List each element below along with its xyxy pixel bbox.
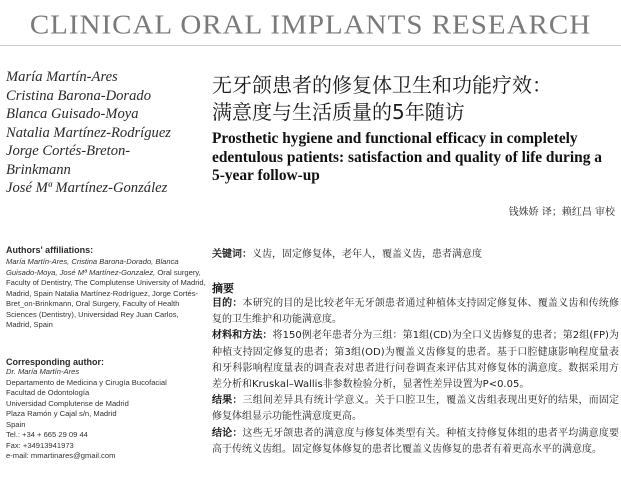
author-name: Natalia Martínez-Rodríguez: [6, 124, 171, 141]
chinese-title-line: 无牙颌患者的修复体卫生和功能疗效：: [212, 73, 552, 97]
section-label: 结论：: [212, 427, 243, 439]
corr-phone: Tel.: +34 + 665 29 09 44: [6, 430, 88, 439]
author-name: Cristina Barona-Dorado: [6, 87, 152, 104]
corr-line: Plaza Ramón y Cajal s/n, Madrid: [6, 409, 117, 418]
chinese-title: [212, 72, 617, 126]
corresponding-author-heading: Corresponding author:: [6, 357, 104, 367]
keywords-label: 关键词：: [212, 249, 252, 260]
section-text: 三组间差异具有统计学意义。关于口腔卫生，覆盖义齿组表现出更好的结果，而固定修复体组显示功能性满意度更高。: [212, 395, 620, 423]
affiliation-names: María Martín-Ares, Cristina Barona-Dorado, Blanca Guisado-Moya, José Mª Martínez-Gonzalez,: [6, 257, 179, 277]
section-label: 结果：: [212, 395, 243, 407]
corr-line: Facultad de Odontología: [6, 388, 90, 397]
author-name: Brinkmann: [6, 161, 71, 178]
affiliations-heading: Authors' affiliations:: [6, 245, 94, 255]
corr-fax: Fax: +34913941973: [6, 440, 74, 450]
corr-line: Dr. María Martín-Ares: [6, 367, 80, 376]
abstract-body: [212, 296, 619, 458]
chinese-title-line: 满意度与生活质量的5年随访: [212, 100, 465, 124]
section-label: 材料和方法：: [212, 330, 273, 342]
journal-title: CLINICAL ORAL IMPLANTS RESEARCH: [29, 9, 592, 41]
keywords-text: 义齿，固定修复体，老年人，覆盖义齿，患者满意度: [252, 249, 482, 260]
abstract-conclusion: [212, 426, 619, 458]
author-list: [6, 68, 194, 198]
abstract-results: [212, 393, 619, 425]
section-text: 这些无牙颌患者的满意度与修复体类型有关。种植支持修复体组的患者平均满意度要高于传统义齿组。固定修复体修复的患者比覆盖义齿修复的患者有着更高水平的满意度。: [212, 427, 620, 455]
affiliations-text: [6, 257, 206, 331]
journal-header: [0, 0, 621, 46]
translator-credit: 钱姝娇 译；赖红昌 审校: [508, 207, 615, 218]
abstract-methods: [212, 328, 619, 393]
section-label: 目的：: [212, 298, 243, 309]
section-text: 将150例老年患者分为三组：第1组(CD)为全口义齿修复的患者；第2组(FP)为种植支持固定修复的患者；第3组(OD)为覆盖义齿修复的患者。基于口腔健康影响程度量表和牙科影响程度量表的调查表对患者进行问卷调查来评估其对修复体的满意度。数据采用方差分析和Kruskal–Wallis非参数检验分析，显著性差异设置为P<0.05。: [212, 330, 620, 391]
author-name: José Mª Martínez-González: [6, 180, 168, 196]
keywords: [212, 245, 617, 260]
corr-line: Departamento de Medicina y Cirugía Bucofacial: [6, 377, 167, 387]
corr-email: e-mail: mmartinares@gmail.com: [6, 451, 116, 460]
abstract-objective: [212, 296, 619, 328]
corr-line: Spain: [6, 419, 26, 429]
author-name: María Martín-Ares: [6, 69, 118, 85]
corr-line: Universidad Complutense de Madrid: [6, 398, 129, 408]
author-name: Blanca Guisado-Moya: [6, 106, 139, 122]
abstract-heading: 摘要: [212, 282, 234, 295]
affiliation-details: Oral surgery, Faculty of Dentistry, The Complutense University of Madrid, Madrid, Spain Natalia Martínez-Rodríguez, Jorge Cortés-Bret_on-Brinkmann, Oral Surgery, Faculty of Health Sciences (Dentistry), Universidad Rey Juan Carlos, Madrid, Spain: [6, 267, 206, 329]
author-name: Jorge Cortés-Breton-: [6, 143, 131, 159]
corresponding-author-block: [6, 367, 206, 462]
section-text: 本研究的目的是比较老年无牙颌患者通过种植体支持固定修复体、覆盖义齿和传统修复的卫生维护和功能满意度。: [212, 298, 620, 326]
english-title: Prosthetic hygiene and functional efficacy in completely edentulous patients: satisfaction and quality of life during a 5-year follow-up: [212, 130, 602, 184]
